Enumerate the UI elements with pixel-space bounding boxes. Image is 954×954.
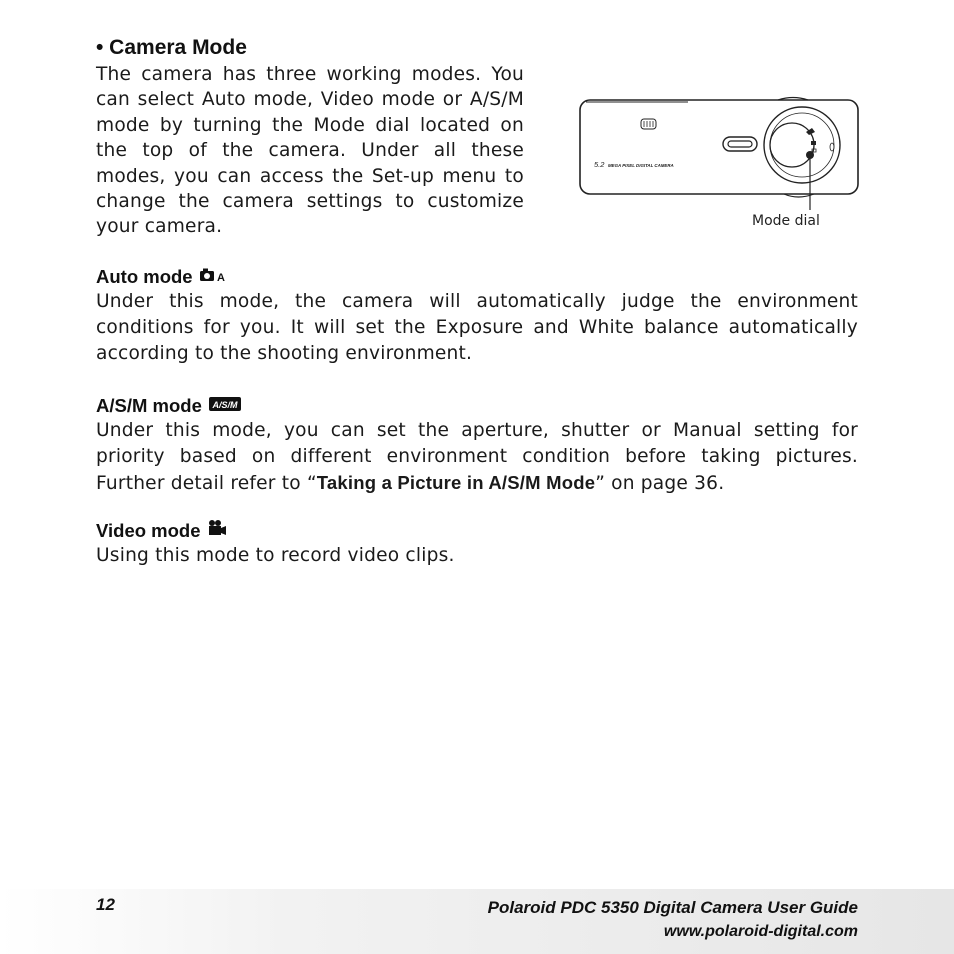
section-heading: • Camera Mode: [96, 36, 247, 59]
auto-mode-title: Auto mode: [96, 266, 193, 287]
footer-url: www.polaroid-digital.com: [663, 923, 858, 940]
asm-mode-section: [96, 394, 858, 496]
asm-mode-icon: [208, 394, 242, 418]
video-mode-section: [96, 519, 858, 569]
video-mode-title-row: [96, 519, 858, 543]
asm-body-post: ” on page 36.: [595, 472, 725, 494]
page-number: 12: [96, 895, 115, 914]
auto-icon-suffix: A: [216, 272, 225, 283]
mode-dial-callout: Mode dial: [752, 213, 820, 229]
video-camera-icon: [207, 519, 227, 543]
asm-mode-title: A/S/M mode: [96, 395, 202, 416]
video-mode-title: Video mode: [96, 520, 201, 541]
asm-body-reference: Taking a Picture in A/S/M Mode: [316, 471, 596, 493]
asm-icon-text: A/S/M: [212, 400, 238, 410]
video-mode-body: Using this mode to record video clips.: [96, 545, 455, 566]
auto-mode-title-row: [96, 265, 858, 289]
asm-body-pre: Under this mode, you can set the aperture, shutter or Manual setting for priority based on different environment condition before taking pictures. Further detail refer to “: [96, 420, 858, 494]
intro-paragraph: The camera has three working modes. You can select Auto mode, Video mode or A/S/M mode by turning the Mode dial located on the top of the camera. Under all these modes, you can access the Set-up menu to change the camera settings to customize your camera.: [96, 64, 524, 238]
camera-top-illustration: [578, 92, 862, 217]
footer-guide-title: Polaroid PDC 5350 Digital Camera User Guide: [487, 898, 858, 917]
auto-camera-icon: [199, 265, 227, 289]
asm-mode-body: [96, 418, 858, 496]
auto-mode-body: Under this mode, the camera will automatically judge the environment conditions for you. It will set the Exposure and White balance automatically according to the shooting environment.: [96, 291, 858, 364]
asm-mode-title-row: [96, 394, 858, 418]
camera-model-label: 5.2: [594, 160, 605, 169]
camera-tagline: MEGA PIXEL DIGITAL CAMERA: [608, 163, 674, 168]
auto-mode-section: [96, 265, 858, 366]
